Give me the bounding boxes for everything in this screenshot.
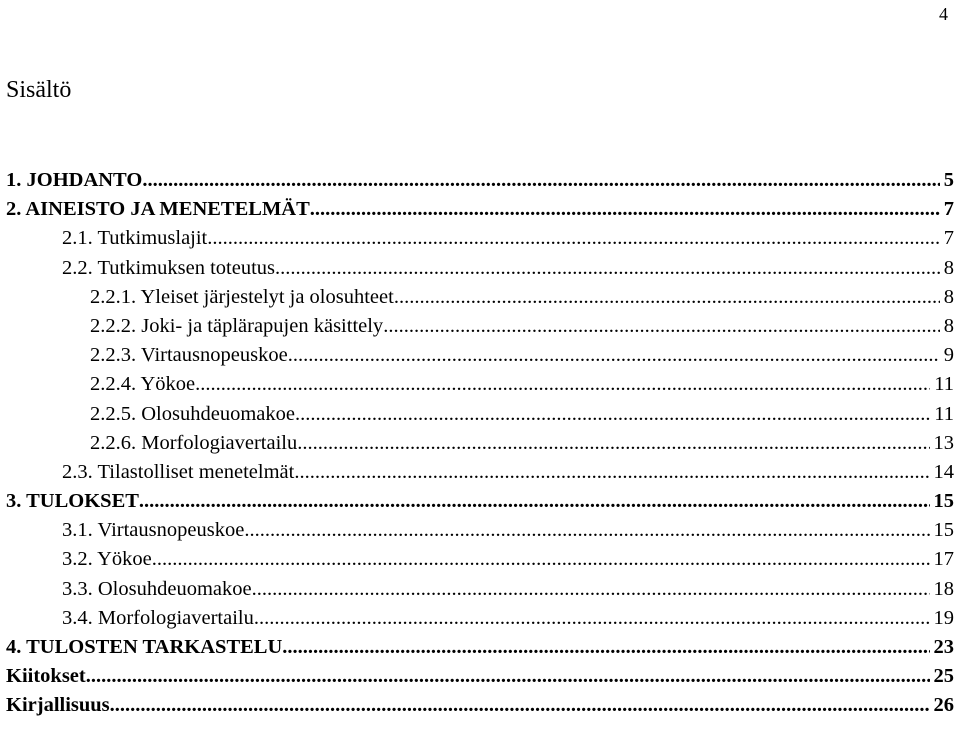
dot-leader <box>86 662 930 691</box>
toc-entry-label: Kirjallisuus <box>6 694 110 717</box>
toc-entry-page: 7 <box>943 227 954 250</box>
toc-entry <box>6 458 954 487</box>
toc-entry-page: 25 <box>933 665 954 688</box>
dot-leader <box>252 575 930 604</box>
toc-entry-label: Kiitokset <box>6 665 86 688</box>
toc-entry <box>6 195 954 224</box>
toc-entry-label: 3.1. Virtausnopeuskoe <box>62 519 245 542</box>
toc-entry-label: 2.2. Tutkimuksen toteutus <box>62 256 276 279</box>
dot-leader <box>244 516 929 545</box>
dot-leader <box>394 283 940 312</box>
dot-leader <box>295 400 930 429</box>
toc-entry-label: 1. JOHDANTO <box>6 169 143 191</box>
toc-entry-page: 19 <box>933 606 954 629</box>
toc-entry <box>6 691 954 720</box>
toc-entry-page: 8 <box>943 256 954 279</box>
dot-leader <box>288 341 940 370</box>
toc-entry-label: 4. TULOSTEN TARKASTELU <box>6 636 283 658</box>
toc-entry-page: 26 <box>933 694 954 717</box>
toc-entry-label: 3.4. Morfologiavertailu <box>62 606 254 629</box>
toc-entry-page: 23 <box>933 636 954 658</box>
toc-entry-label: 2. AINEISTO JA MENETELMÄT <box>6 198 310 221</box>
dot-leader <box>282 633 929 662</box>
toc-entry-page: 13 <box>933 431 954 454</box>
toc-entry-page: 11 <box>934 373 954 396</box>
toc-entry <box>6 429 954 458</box>
toc-entry <box>6 487 954 516</box>
table-of-contents <box>6 166 954 721</box>
toc-entry-page: 17 <box>933 548 954 571</box>
toc-entry <box>6 604 954 633</box>
toc-entry-label: 2.3. Tilastolliset menetelmät <box>62 460 295 483</box>
toc-entry-page: 15 <box>933 519 954 542</box>
toc-entry-page: 5 <box>943 169 954 191</box>
toc-entry <box>6 516 954 545</box>
dot-leader <box>383 312 940 341</box>
page-number: 4 <box>939 4 948 24</box>
toc-entry-label: 2.2.6. Morfologiavertailu <box>90 431 298 454</box>
toc-entry <box>6 166 954 195</box>
toc-entry-page: 9 <box>943 344 954 367</box>
toc-entry <box>6 341 954 370</box>
dot-leader <box>207 224 939 253</box>
toc-entry-label: 2.2.4. Yökoe <box>90 373 196 396</box>
toc-entry-label: 3.3. Olosuhdeuomakoe <box>62 577 252 600</box>
toc-entry <box>6 370 954 399</box>
toc-entry-label: 3. TULOKSET <box>6 490 139 513</box>
toc-entry-label: 2.2.3. Virtausnopeuskoe <box>90 344 288 367</box>
toc-entry <box>6 633 954 662</box>
dot-leader <box>110 691 930 720</box>
toc-entry-label: 2.2.1. Yleiset järjestelyt ja olosuhteet <box>90 285 394 308</box>
toc-entry-page: 8 <box>943 314 954 337</box>
toc-entry-label: 2.1. Tutkimuslajit <box>62 227 208 250</box>
toc-entry <box>6 545 954 574</box>
toc-entry <box>6 283 954 312</box>
toc-entry-page: 7 <box>943 198 954 221</box>
toc-entry <box>6 254 954 283</box>
toc-entry <box>6 224 954 253</box>
toc-entry <box>6 400 954 429</box>
dot-leader <box>297 429 929 458</box>
toc-entry <box>6 575 954 604</box>
toc-entry <box>6 662 954 691</box>
dot-leader <box>152 545 930 574</box>
toc-entry-label: 2.2.2. Joki- ja täplärapujen käsittely <box>90 314 384 337</box>
dot-leader <box>195 370 930 399</box>
toc-entry-page: 18 <box>933 577 954 600</box>
toc-entry-label: 2.2.5. Olosuhdeuomakoe <box>90 402 295 425</box>
toc-title: Sisältö <box>6 77 72 103</box>
dot-leader <box>310 195 940 224</box>
dot-leader <box>294 458 929 487</box>
toc-entry-page: 11 <box>934 402 954 425</box>
dot-leader <box>254 604 930 633</box>
dot-leader <box>142 166 939 195</box>
toc-entry-label: 3.2. Yökoe <box>62 548 152 571</box>
toc-entry-page: 8 <box>943 285 954 308</box>
dot-leader <box>139 487 930 516</box>
toc-entry-page: 14 <box>933 460 954 483</box>
dot-leader <box>275 254 940 283</box>
toc-entry <box>6 312 954 341</box>
toc-entry-page: 15 <box>933 490 954 513</box>
